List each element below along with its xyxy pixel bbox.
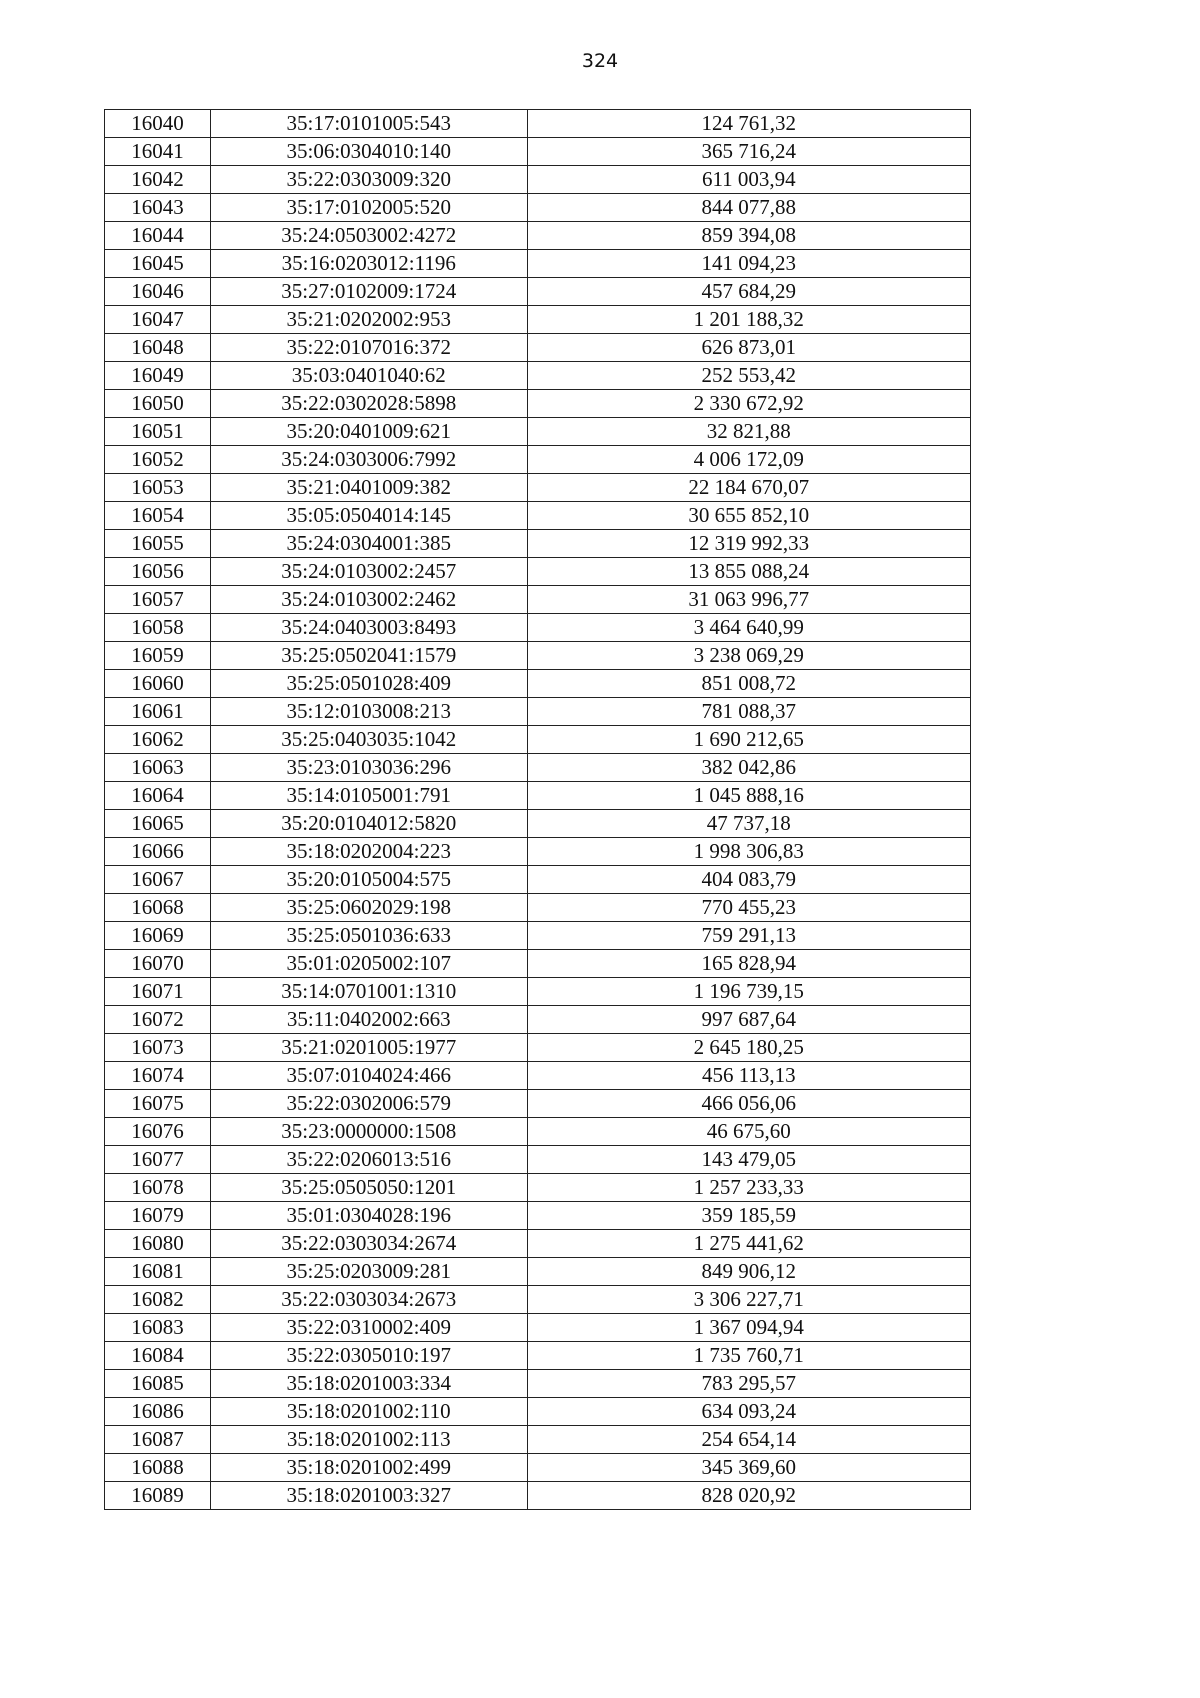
row-number-cell: 16061 <box>105 698 211 726</box>
row-number-cell: 16055 <box>105 530 211 558</box>
value-cell: 2 645 180,25 <box>527 1034 970 1062</box>
value-cell: 359 185,59 <box>527 1202 970 1230</box>
value-cell: 783 295,57 <box>527 1370 970 1398</box>
cadastral-number-cell: 35:11:0402002:663 <box>210 1006 527 1034</box>
row-number-cell: 16046 <box>105 278 211 306</box>
row-number-cell: 16056 <box>105 558 211 586</box>
row-number-cell: 16067 <box>105 866 211 894</box>
table-row <box>105 586 971 614</box>
value-cell: 3 238 069,29 <box>527 642 970 670</box>
row-number-cell: 16079 <box>105 1202 211 1230</box>
row-number-cell: 16081 <box>105 1258 211 1286</box>
row-number-cell: 16070 <box>105 950 211 978</box>
table-row <box>105 698 971 726</box>
value-cell: 851 008,72 <box>527 670 970 698</box>
table-row <box>105 250 971 278</box>
cadastral-number-cell: 35:22:0305010:197 <box>210 1342 527 1370</box>
table-row <box>105 894 971 922</box>
cadastral-number-cell: 35:06:0304010:140 <box>210 138 527 166</box>
row-number-cell: 16074 <box>105 1062 211 1090</box>
cadastral-number-cell: 35:21:0201005:1977 <box>210 1034 527 1062</box>
row-number-cell: 16045 <box>105 250 211 278</box>
row-number-cell: 16068 <box>105 894 211 922</box>
value-cell: 1 690 212,65 <box>527 726 970 754</box>
cadastral-number-cell: 35:27:0102009:1724 <box>210 278 527 306</box>
row-number-cell: 16050 <box>105 390 211 418</box>
cadastral-number-cell: 35:25:0505050:1201 <box>210 1174 527 1202</box>
value-cell: 46 675,60 <box>527 1118 970 1146</box>
value-cell: 3 306 227,71 <box>527 1286 970 1314</box>
table-row <box>105 1342 971 1370</box>
row-number-cell: 16062 <box>105 726 211 754</box>
cadastral-number-cell: 35:05:0504014:145 <box>210 502 527 530</box>
cadastral-number-cell: 35:25:0501036:633 <box>210 922 527 950</box>
row-number-cell: 16078 <box>105 1174 211 1202</box>
table-row <box>105 334 971 362</box>
value-cell: 3 464 640,99 <box>527 614 970 642</box>
table-row <box>105 502 971 530</box>
value-cell: 124 761,32 <box>527 110 970 138</box>
table-row <box>105 810 971 838</box>
row-number-cell: 16065 <box>105 810 211 838</box>
table-row <box>105 642 971 670</box>
table-row <box>105 110 971 138</box>
cadastral-number-cell: 35:16:0203012:1196 <box>210 250 527 278</box>
row-number-cell: 16083 <box>105 1314 211 1342</box>
table-row <box>105 278 971 306</box>
row-number-cell: 16071 <box>105 978 211 1006</box>
row-number-cell: 16066 <box>105 838 211 866</box>
table-row <box>105 950 971 978</box>
cadastral-number-cell: 35:21:0401009:382 <box>210 474 527 502</box>
value-cell: 345 369,60 <box>527 1454 970 1482</box>
table-row <box>105 1090 971 1118</box>
row-number-cell: 16085 <box>105 1370 211 1398</box>
table-row <box>105 1174 971 1202</box>
data-table <box>104 109 971 1510</box>
table-row <box>105 1454 971 1482</box>
row-number-cell: 16040 <box>105 110 211 138</box>
value-cell: 31 063 996,77 <box>527 586 970 614</box>
value-cell: 859 394,08 <box>527 222 970 250</box>
table-row <box>105 418 971 446</box>
cadastral-number-cell: 35:22:0303009:320 <box>210 166 527 194</box>
value-cell: 141 094,23 <box>527 250 970 278</box>
cadastral-number-cell: 35:18:0201003:334 <box>210 1370 527 1398</box>
row-number-cell: 16051 <box>105 418 211 446</box>
cadastral-number-cell: 35:23:0000000:1508 <box>210 1118 527 1146</box>
cadastral-number-cell: 35:24:0304001:385 <box>210 530 527 558</box>
table-row <box>105 1006 971 1034</box>
table-row <box>105 474 971 502</box>
row-number-cell: 16088 <box>105 1454 211 1482</box>
row-number-cell: 16080 <box>105 1230 211 1258</box>
table-row <box>105 754 971 782</box>
cadastral-number-cell: 35:22:0206013:516 <box>210 1146 527 1174</box>
value-cell: 47 737,18 <box>527 810 970 838</box>
value-cell: 844 077,88 <box>527 194 970 222</box>
table-row <box>105 362 971 390</box>
row-number-cell: 16047 <box>105 306 211 334</box>
cadastral-number-cell: 35:18:0201002:110 <box>210 1398 527 1426</box>
cadastral-number-cell: 35:18:0201003:327 <box>210 1482 527 1510</box>
value-cell: 1 735 760,71 <box>527 1342 970 1370</box>
cadastral-number-cell: 35:24:0503002:4272 <box>210 222 527 250</box>
cadastral-number-cell: 35:14:0105001:791 <box>210 782 527 810</box>
table-row <box>105 558 971 586</box>
table-row <box>105 1286 971 1314</box>
row-number-cell: 16076 <box>105 1118 211 1146</box>
cadastral-number-cell: 35:17:0101005:543 <box>210 110 527 138</box>
cadastral-number-cell: 35:01:0205002:107 <box>210 950 527 978</box>
row-number-cell: 16059 <box>105 642 211 670</box>
cadastral-number-cell: 35:20:0105004:575 <box>210 866 527 894</box>
page-number: 324 <box>581 50 619 72</box>
value-cell: 30 655 852,10 <box>527 502 970 530</box>
row-number-cell: 16082 <box>105 1286 211 1314</box>
table-row <box>105 670 971 698</box>
row-number-cell: 16063 <box>105 754 211 782</box>
row-number-cell: 16044 <box>105 222 211 250</box>
value-cell: 254 654,14 <box>527 1426 970 1454</box>
value-cell: 1 196 739,15 <box>527 978 970 1006</box>
value-cell: 4 006 172,09 <box>527 446 970 474</box>
value-cell: 1 275 441,62 <box>527 1230 970 1258</box>
row-number-cell: 16049 <box>105 362 211 390</box>
cadastral-number-cell: 35:25:0403035:1042 <box>210 726 527 754</box>
cadastral-number-cell: 35:20:0401009:621 <box>210 418 527 446</box>
table-row <box>105 726 971 754</box>
row-number-cell: 16069 <box>105 922 211 950</box>
table-row <box>105 1398 971 1426</box>
table-row <box>105 1258 971 1286</box>
cadastral-number-cell: 35:22:0303034:2673 <box>210 1286 527 1314</box>
value-cell: 770 455,23 <box>527 894 970 922</box>
row-number-cell: 16043 <box>105 194 211 222</box>
value-cell: 22 184 670,07 <box>527 474 970 502</box>
value-cell: 626 873,01 <box>527 334 970 362</box>
cadastral-number-cell: 35:03:0401040:62 <box>210 362 527 390</box>
row-number-cell: 16053 <box>105 474 211 502</box>
cadastral-number-cell: 35:25:0602029:198 <box>210 894 527 922</box>
row-number-cell: 16073 <box>105 1034 211 1062</box>
table-row <box>105 1314 971 1342</box>
value-cell: 2 330 672,92 <box>527 390 970 418</box>
table-row <box>105 306 971 334</box>
value-cell: 611 003,94 <box>527 166 970 194</box>
row-number-cell: 16089 <box>105 1482 211 1510</box>
table-row <box>105 1426 971 1454</box>
cadastral-number-cell: 35:01:0304028:196 <box>210 1202 527 1230</box>
table-row <box>105 1146 971 1174</box>
cadastral-number-cell: 35:22:0107016:372 <box>210 334 527 362</box>
table-row <box>105 838 971 866</box>
value-cell: 165 828,94 <box>527 950 970 978</box>
value-cell: 1 045 888,16 <box>527 782 970 810</box>
value-cell: 457 684,29 <box>527 278 970 306</box>
value-cell: 456 113,13 <box>527 1062 970 1090</box>
value-cell: 32 821,88 <box>527 418 970 446</box>
row-number-cell: 16058 <box>105 614 211 642</box>
cadastral-number-cell: 35:24:0103002:2457 <box>210 558 527 586</box>
row-number-cell: 16086 <box>105 1398 211 1426</box>
table-row <box>105 1202 971 1230</box>
table-row <box>105 138 971 166</box>
value-cell: 365 716,24 <box>527 138 970 166</box>
table-row <box>105 166 971 194</box>
cadastral-number-cell: 35:23:0103036:296 <box>210 754 527 782</box>
cadastral-number-cell: 35:14:0701001:1310 <box>210 978 527 1006</box>
row-number-cell: 16054 <box>105 502 211 530</box>
cadastral-number-cell: 35:22:0310002:409 <box>210 1314 527 1342</box>
row-number-cell: 16060 <box>105 670 211 698</box>
table-row <box>105 222 971 250</box>
cadastral-number-cell: 35:18:0201002:113 <box>210 1426 527 1454</box>
value-cell: 1 998 306,83 <box>527 838 970 866</box>
value-cell: 634 093,24 <box>527 1398 970 1426</box>
value-cell: 12 319 992,33 <box>527 530 970 558</box>
table-row <box>105 1230 971 1258</box>
table-body <box>105 110 971 1510</box>
value-cell: 1 367 094,94 <box>527 1314 970 1342</box>
cadastral-number-cell: 35:21:0202002:953 <box>210 306 527 334</box>
table-row <box>105 866 971 894</box>
table-row <box>105 922 971 950</box>
row-number-cell: 16087 <box>105 1426 211 1454</box>
value-cell: 143 479,05 <box>527 1146 970 1174</box>
table-row <box>105 1062 971 1090</box>
value-cell: 759 291,13 <box>527 922 970 950</box>
cadastral-number-cell: 35:22:0302028:5898 <box>210 390 527 418</box>
row-number-cell: 16041 <box>105 138 211 166</box>
cadastral-number-cell: 35:20:0104012:5820 <box>210 810 527 838</box>
value-cell: 1 257 233,33 <box>527 1174 970 1202</box>
row-number-cell: 16084 <box>105 1342 211 1370</box>
row-number-cell: 16057 <box>105 586 211 614</box>
table-row <box>105 530 971 558</box>
row-number-cell: 16052 <box>105 446 211 474</box>
value-cell: 828 020,92 <box>527 1482 970 1510</box>
row-number-cell: 16048 <box>105 334 211 362</box>
cadastral-number-cell: 35:24:0103002:2462 <box>210 586 527 614</box>
value-cell: 382 042,86 <box>527 754 970 782</box>
row-number-cell: 16064 <box>105 782 211 810</box>
cadastral-number-cell: 35:24:0303006:7992 <box>210 446 527 474</box>
cadastral-number-cell: 35:22:0302006:579 <box>210 1090 527 1118</box>
cadastral-number-cell: 35:25:0203009:281 <box>210 1258 527 1286</box>
value-cell: 13 855 088,24 <box>527 558 970 586</box>
cadastral-number-cell: 35:12:0103008:213 <box>210 698 527 726</box>
row-number-cell: 16072 <box>105 1006 211 1034</box>
table-row <box>105 194 971 222</box>
value-cell: 466 056,06 <box>527 1090 970 1118</box>
cadastral-number-cell: 35:18:0202004:223 <box>210 838 527 866</box>
row-number-cell: 16075 <box>105 1090 211 1118</box>
cadastral-number-cell: 35:25:0501028:409 <box>210 670 527 698</box>
value-cell: 1 201 188,32 <box>527 306 970 334</box>
value-cell: 997 687,64 <box>527 1006 970 1034</box>
cadastral-number-cell: 35:22:0303034:2674 <box>210 1230 527 1258</box>
table-row <box>105 614 971 642</box>
table-row <box>105 782 971 810</box>
cadastral-number-cell: 35:25:0502041:1579 <box>210 642 527 670</box>
cadastral-number-cell: 35:17:0102005:520 <box>210 194 527 222</box>
table-row <box>105 1034 971 1062</box>
value-cell: 781 088,37 <box>527 698 970 726</box>
table-row <box>105 1118 971 1146</box>
table-row <box>105 446 971 474</box>
row-number-cell: 16077 <box>105 1146 211 1174</box>
row-number-cell: 16042 <box>105 166 211 194</box>
cadastral-number-cell: 35:24:0403003:8493 <box>210 614 527 642</box>
value-cell: 252 553,42 <box>527 362 970 390</box>
value-cell: 404 083,79 <box>527 866 970 894</box>
table-row <box>105 978 971 1006</box>
table-row <box>105 1482 971 1510</box>
cadastral-number-cell: 35:07:0104024:466 <box>210 1062 527 1090</box>
table-row <box>105 390 971 418</box>
table-row <box>105 1370 971 1398</box>
value-cell: 849 906,12 <box>527 1258 970 1286</box>
cadastral-number-cell: 35:18:0201002:499 <box>210 1454 527 1482</box>
